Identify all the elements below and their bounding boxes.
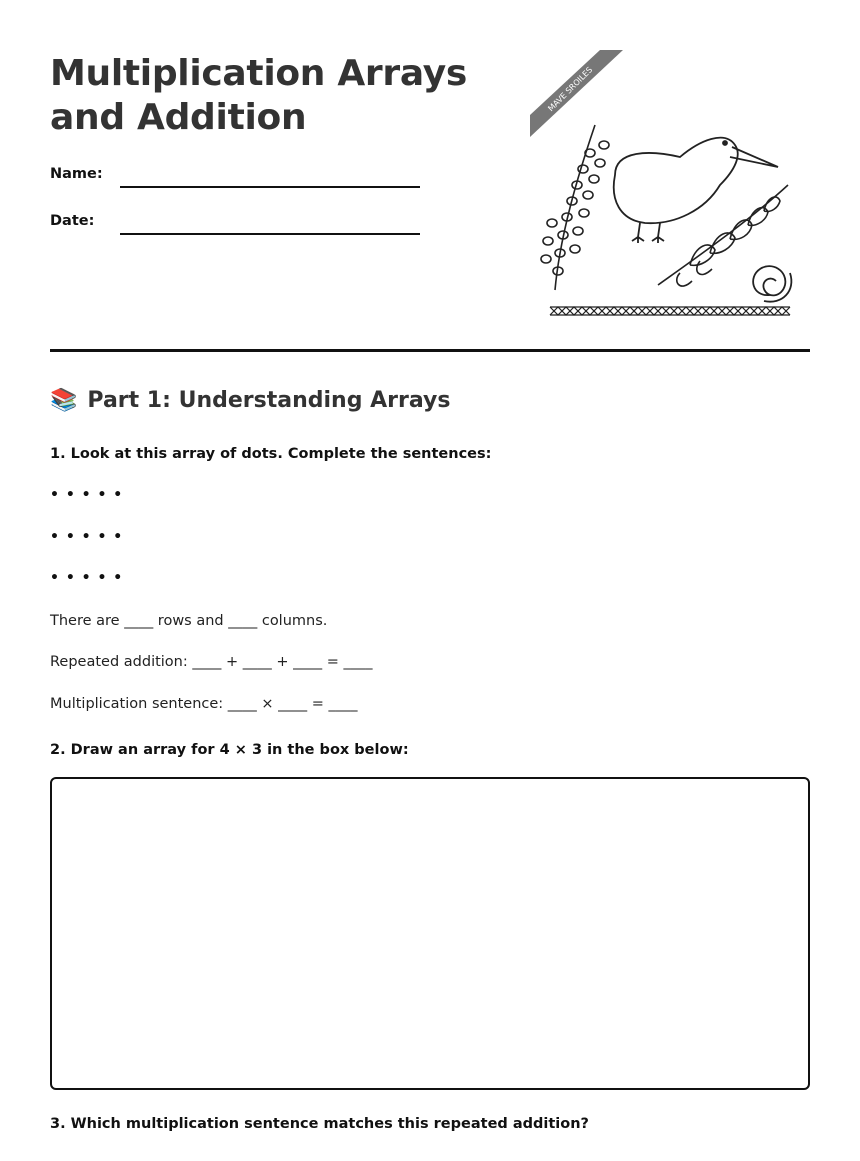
name-field[interactable] xyxy=(120,186,420,188)
section-divider xyxy=(50,349,810,352)
worksheet-title xyxy=(50,52,467,140)
part1-heading xyxy=(50,388,450,413)
rows-columns-sentence[interactable]: There are ____ rows and ____ columns. xyxy=(50,613,328,629)
fern-left-icon xyxy=(541,125,609,290)
date-field[interactable] xyxy=(120,233,420,235)
kiwi-fern-illustration xyxy=(520,45,810,335)
dot-row-2: • • • • • xyxy=(50,529,124,545)
kiwi-bird-icon xyxy=(614,138,778,243)
question-1-prompt: 1. Look at this array of dots. Complete the sentences: xyxy=(50,446,492,462)
date-label: Date: xyxy=(50,213,95,229)
dot-row-3: • • • • • xyxy=(50,570,124,586)
part1-heading-text: Part 1: Understanding Arrays xyxy=(87,388,451,413)
koru-spiral-icon xyxy=(753,266,791,302)
multiplication-sentence[interactable]: Multiplication sentence: ____ × ____ = ____ xyxy=(50,696,358,712)
question-3-prompt: 3. Which multiplication sentence matches this repeated addition? xyxy=(50,1116,589,1132)
repeated-addition-sentence[interactable]: Repeated addition: ____ + ____ + ____ = ____ xyxy=(50,654,373,670)
dot-row-1: • • • • • xyxy=(50,487,124,503)
title-line-2: and Addition xyxy=(50,97,307,138)
name-label: Name: xyxy=(50,166,103,182)
title-line-1: Multiplication Arrays xyxy=(50,53,468,94)
fern-right-icon xyxy=(658,185,788,286)
ribbon-banner xyxy=(530,50,623,137)
pattern-border-icon xyxy=(550,307,790,315)
ribbon-text: MAVE SROILES xyxy=(546,65,595,114)
array-drawing-box[interactable] xyxy=(50,777,810,1090)
question-2-prompt: 2. Draw an array for 4 × 3 in the box below: xyxy=(50,742,409,758)
books-icon: 📚 xyxy=(50,388,78,413)
